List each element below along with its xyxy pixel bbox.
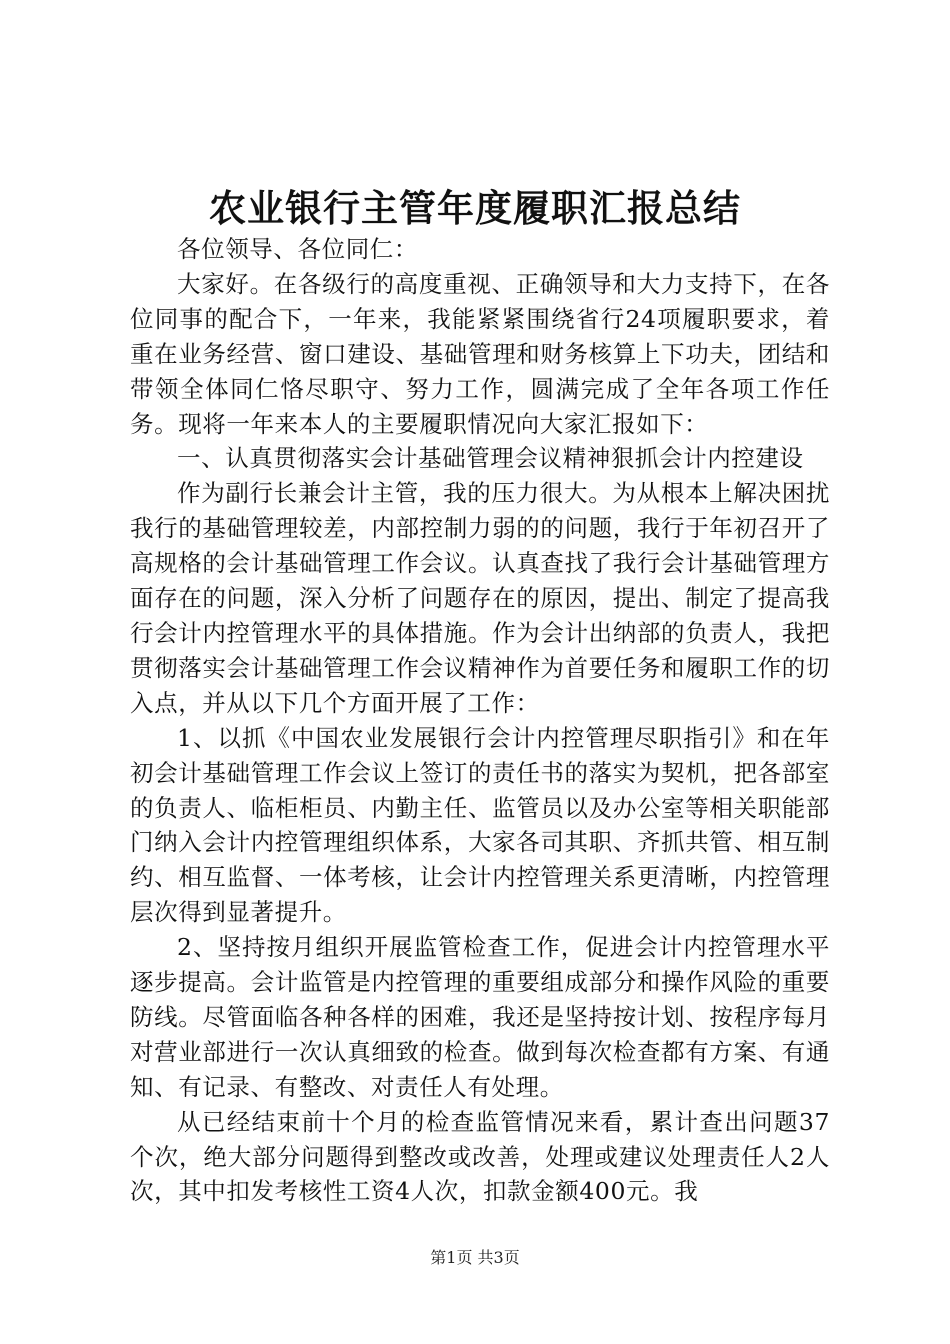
body-paragraph: 作为副行长兼会计主管，我的压力很大。为从根本上解决困扰我行的基础管理较差，内部控制力弱的的问题，我行于年初召开了高规格的会计基础管理工作会议。认真查找了我行会计基础管理方面存在的问题，深入分析了问题存在的原因，提出、制定了提高我行会计内控管理水平的具体措施。作为会计出纳部的负责人，我把贯彻落实会计基础管理工作会议精神作为首要任务和履职工作的切入点，并从以下几个方面开展了工作：: [130, 479, 830, 717]
list-item-2-paragraph: 2、坚持按月组织开展监管检查工作，促进会计内控管理水平逐步提高。会计监管是内控管理的重要组成部分和操作风险的重要防线。尽管面临各种各样的困难，我还是坚持按计划、按程序每月对营业部进行一次认真细致的检查。做到每次检查都有方案、有通知、有记录、有整改、对责任人有处理。: [130, 933, 830, 1101]
section-heading-1: 一、认真贯彻落实会计基础管理会议精神狠抓会计内控建设: [177, 444, 804, 473]
intro-paragraph: 大家好。在各级行的高度重视、正确领导和大力支持下，在各位同事的配合下，一年来，我能紧紧围绕省行24项履职要求，着重在业务经营、窗口建设、基础管理和财务核算上下功夫，团结和带领全体同仁恪尽职守、努力工作，圆满完成了全年各项工作任务。现将一年来本人的主要履职情况向大家汇报如下：: [130, 269, 830, 438]
salutation-paragraph: 各位领导、各位同仁：: [177, 235, 418, 263]
document-body: [130, 232, 830, 1209]
list-item-1-paragraph: 1、以抓《中国农业发展银行会计内控管理尽职指引》和在年初会计基础管理工作会议上签订的责任书的落实为契机，把各部室的负责人、临柜柜员、内勤主任、监管员以及办公室等相关职能部门纳入会计内控管理组织体系，大家各司其职、齐抓共管、相互制约、相互监督、一体考核，让会计内控管理关系更清晰，内控管理层次得到显著提升。: [130, 723, 830, 927]
inspection-results-paragraph: 从已经结束前十个月的检查监管情况来看，累计查出问题37个次，绝大部分问题得到整改或改善，处理或建议处理责任人2人次，其中扣发考核性工资4人次，扣款金额400元。我: [130, 1107, 830, 1206]
document-title: 农业银行主管年度履职汇报总结: [209, 186, 741, 230]
page-number-footer: 第1页 共3页: [430, 1248, 520, 1267]
